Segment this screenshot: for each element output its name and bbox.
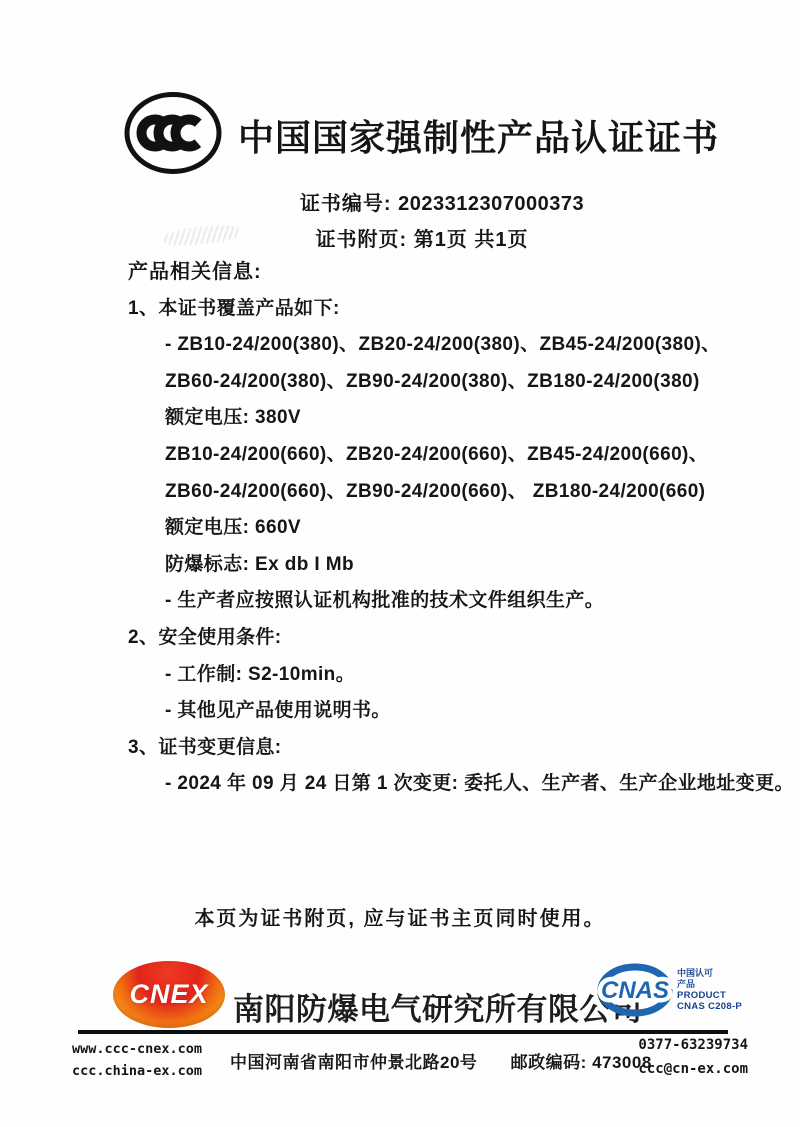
issuer-contact xyxy=(638,1033,748,1081)
content-line: 1、本证书覆盖产品如下: xyxy=(128,297,340,319)
certificate-number-label: 证书编号: xyxy=(299,193,392,215)
content-line: - 生产者应按照认证机构批准的技术文件组织生产。 xyxy=(165,590,605,612)
issuer-address: 中国河南省南阳市仲景北路20号 xyxy=(230,1053,478,1072)
content-line: - 其他见产品使用说明书。 xyxy=(165,700,391,722)
cnas-accreditation-block xyxy=(596,962,756,1018)
attachment-page-value: 第1页 共1页 xyxy=(413,229,529,251)
content-line: 2、安全使用条件: xyxy=(128,626,282,648)
content-line: 额定电压: 380V xyxy=(165,407,301,429)
cnas-caption-cn2: 产品 xyxy=(677,979,696,989)
content-line: - 2024 年 09 月 24 日第 1 次变更: 委托人、生产者、生产企业地址变更。 xyxy=(165,773,794,795)
ccc-logo-icon xyxy=(122,90,224,176)
content-line: ZB10-24/200(660)、ZB20-24/200(660)、ZB45-24/200(660)、 xyxy=(165,443,709,465)
product-info-section xyxy=(128,254,794,803)
certificate-number-line xyxy=(0,190,800,226)
cnex-logo-text: CNEX xyxy=(129,979,209,1009)
attachment-page-label: 证书附页: xyxy=(315,229,408,251)
content-line: - 工作制: S2-10min。 xyxy=(165,663,356,685)
issuer-company-name: 南阳防爆电气研究所有限公司 xyxy=(233,992,643,1027)
certificate-number-value: 2023312307000373 xyxy=(398,193,585,215)
content-line: ZB60-24/200(380)、ZB90-24/200(380)、ZB180-24/200(380) xyxy=(165,370,700,392)
issuer-address-line xyxy=(230,1048,652,1073)
cnex-logo-icon xyxy=(113,961,225,1028)
issuer-email: ccc@cn-ex.com xyxy=(638,1061,748,1077)
cnas-captions xyxy=(677,968,742,1012)
issuer-website-2: ccc.china-ex.com xyxy=(71,1063,203,1079)
content-line: 额定电压: 660V xyxy=(165,517,301,539)
content-line: 防爆标志: Ex db I Mb xyxy=(165,553,355,575)
footer-note: 本页为证书附页, 应与证书主页同时使用。 xyxy=(194,908,606,930)
content-line: 3、证书变更信息: xyxy=(128,736,282,758)
section-heading: 产品相关信息: xyxy=(128,261,262,283)
issuer-phone: 0377-63239734 xyxy=(638,1037,748,1053)
postcode-label: 邮政编码: xyxy=(510,1053,587,1072)
content-line: ZB60-24/200(660)、ZB90-24/200(660)、 ZB180-24/200(660) xyxy=(165,480,706,502)
cnas-caption-cn1: 中国认可 xyxy=(677,968,714,978)
cnas-logo-icon xyxy=(596,962,674,1018)
page-title: 中国国家强制性产品认证证书 xyxy=(238,117,720,158)
postcode-value: 473008 xyxy=(592,1053,652,1072)
content-line: - ZB10-24/200(380)、ZB20-24/200(380)、ZB45-24/200(380)、 xyxy=(165,334,721,356)
svg-text:CNAS: CNAS xyxy=(600,977,670,1004)
footer-divider xyxy=(78,1030,728,1034)
cnas-code: CNAS C208-P xyxy=(677,1001,743,1012)
issuer-website-1: www.ccc-cnex.com xyxy=(71,1041,203,1057)
certificate-number-block xyxy=(0,190,800,262)
cnas-caption-en: PRODUCT xyxy=(677,990,727,1001)
issuer-websites xyxy=(52,1038,222,1082)
